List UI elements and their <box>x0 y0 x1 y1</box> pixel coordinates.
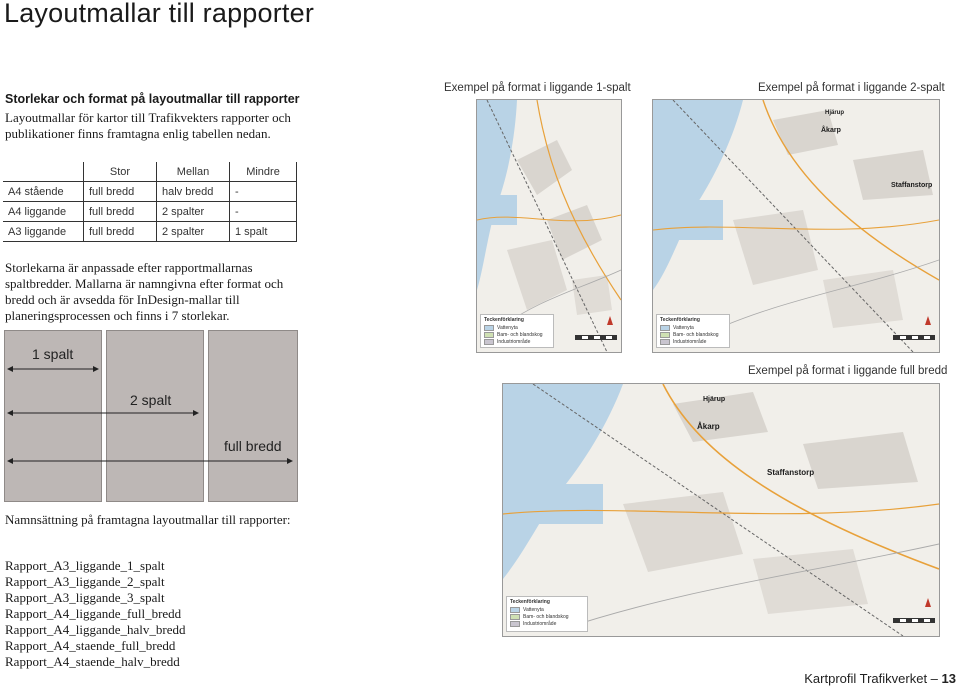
north-arrow-icon <box>925 316 931 325</box>
legend-item: Industriområde <box>523 621 557 627</box>
list-item: Rapport_A4_liggande_full_bredd <box>5 606 182 621</box>
legend-item: Bam- och blandskog <box>523 614 569 620</box>
legend-item: Vattenyta <box>523 607 544 613</box>
label-2-spalt: 2 spalt <box>130 392 172 408</box>
legend <box>506 596 588 632</box>
table-cell: full bredd <box>84 202 157 222</box>
footer-text: Kartprofil Trafikverket – <box>804 671 942 686</box>
table-row <box>3 202 297 222</box>
page-footer <box>804 671 956 686</box>
table-cell: full bredd <box>84 182 157 202</box>
legend-swatch <box>484 339 494 345</box>
intro-paragraph: Layoutmallar för kartor till Trafikvekters rapporter och publikationer finns framtagna enlig tabellen nedan. <box>5 110 291 141</box>
scale-bar <box>893 618 935 623</box>
table-cell: 2 spalter <box>157 222 230 242</box>
caption-two-column: Exempel på format i liggande 2-spalt <box>758 82 945 94</box>
legend-item: Industriområde <box>497 339 531 345</box>
legend-swatch <box>510 607 520 613</box>
list-item: Rapport_A3_liggande_3_spalt <box>5 590 165 605</box>
table-header-row <box>3 162 297 182</box>
place-label: Hjärup <box>825 110 845 116</box>
naming-heading: Namnsättning på framtagna layoutmallar till rapporter: <box>5 512 291 527</box>
table-cell: A4 stående <box>3 182 84 202</box>
table-cell: - <box>230 202 297 222</box>
legend-swatch <box>484 332 494 338</box>
table-cell: 1 spalt <box>230 222 297 242</box>
table-header-cell: Mellan <box>157 162 230 182</box>
legend-title: Teckenförklaring <box>484 317 524 323</box>
table-cell: halv bredd <box>157 182 230 202</box>
legend-swatch <box>510 621 520 627</box>
legend-item: Vattenyta <box>497 325 518 331</box>
place-label: Staffanstorp <box>891 182 933 189</box>
table-cell: - <box>230 182 297 202</box>
label-1-spalt: 1 spalt <box>32 346 74 362</box>
table-header-cell: Stor <box>84 162 157 182</box>
north-arrow-icon <box>925 598 931 607</box>
list-item: Rapport_A4_staende_halv_bredd <box>5 654 180 669</box>
columns-description: Storlekarna är anpassade efter rapportmallarnas spaltbredder. Mallarna är namngivna efter format och bredd och är avsedda för InDesign-mallar till planeringsprocessen och finns i 7 storlekar. <box>5 260 284 323</box>
table-header-cell: Mindre <box>230 162 297 182</box>
caption-full-width: Exempel på format i liggande full bredd <box>748 365 948 377</box>
table-row <box>3 182 297 202</box>
legend-swatch <box>660 325 670 331</box>
list-item: Rapport_A3_liggande_2_spalt <box>5 574 165 589</box>
place-label: Hjärup <box>703 396 726 403</box>
list-item: Rapport_A3_liggande_1_spalt <box>5 558 165 573</box>
table-cell: full bredd <box>84 222 157 242</box>
scale-bar <box>575 335 617 340</box>
legend-item: Bam- och blandskog <box>497 332 543 338</box>
label-full-bredd: full bredd <box>224 438 282 454</box>
list-item: Rapport_A4_liggande_halv_bredd <box>5 622 186 637</box>
place-label: Åkarp <box>697 422 720 431</box>
legend-swatch <box>484 325 494 331</box>
caption-one-column: Exempel på format i liggande 1-spalt <box>444 82 631 94</box>
legend-item: Bam- och blandskog <box>673 332 719 338</box>
legend-title: Teckenförklaring <box>510 599 550 605</box>
table-cell: A4 liggande <box>3 202 84 222</box>
place-label: Åkarp <box>821 127 841 134</box>
format-table <box>3 162 297 242</box>
place-label: Staffanstorp <box>767 468 815 477</box>
list-item: Rapport_A4_staende_full_bredd <box>5 638 176 653</box>
legend-title: Teckenförklaring <box>660 317 700 323</box>
table-header-cell <box>3 162 84 182</box>
section-heading: Storlekar och format på layoutmallar till rapporter <box>5 92 300 106</box>
legend <box>656 314 730 348</box>
legend-swatch <box>510 614 520 620</box>
legend-item: Industriområde <box>673 339 707 345</box>
page-number: 13 <box>941 671 956 686</box>
naming-list <box>5 558 186 670</box>
legend-swatch <box>660 339 670 345</box>
table-row <box>3 222 297 242</box>
north-arrow-icon <box>607 316 613 325</box>
legend <box>480 314 554 348</box>
table-cell: 2 spalter <box>157 202 230 222</box>
page-title: Layoutmallar till rapporter <box>4 0 315 28</box>
legend-swatch <box>660 332 670 338</box>
table-cell: A3 liggande <box>3 222 84 242</box>
legend-item: Vattenyta <box>673 325 694 331</box>
scale-bar <box>893 335 935 340</box>
